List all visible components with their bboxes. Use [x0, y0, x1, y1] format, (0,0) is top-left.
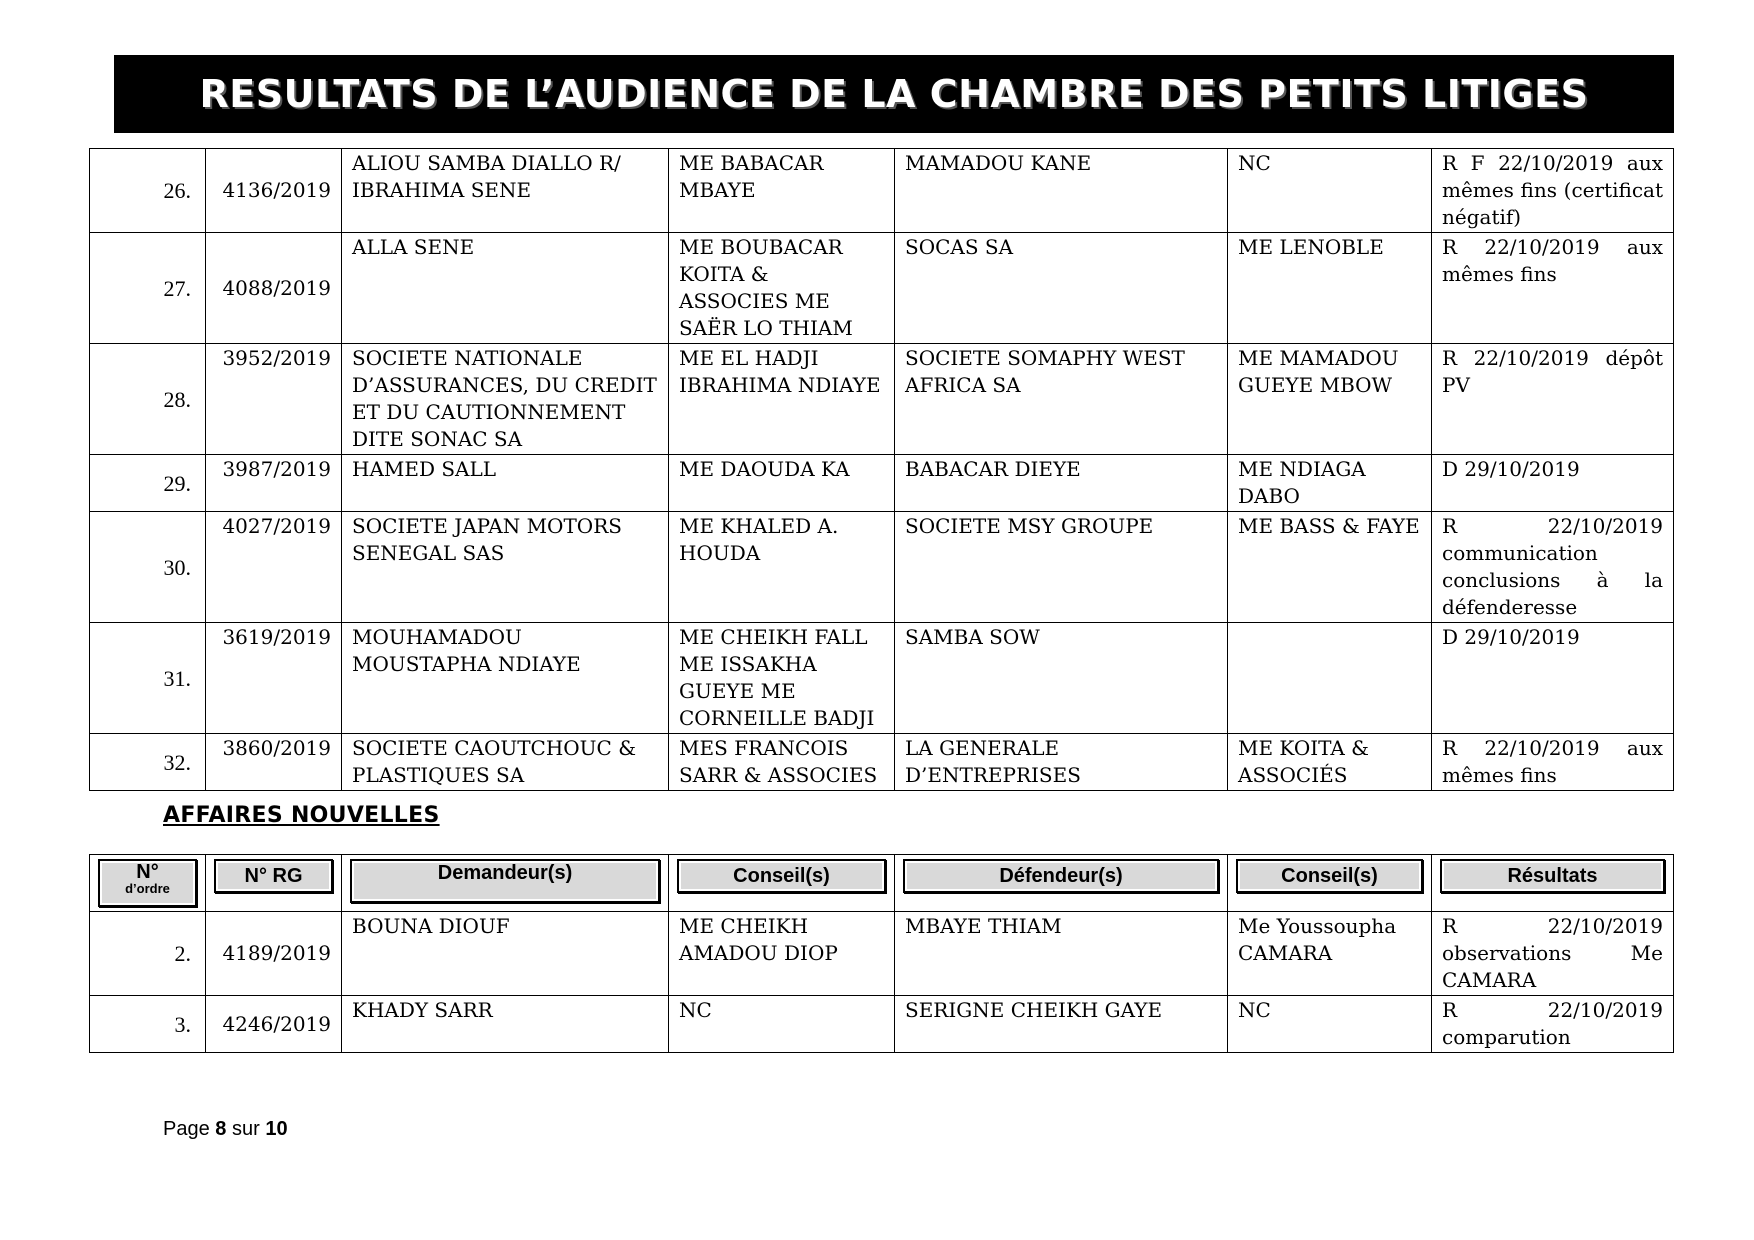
- resultat-cell: R 22/10/2019 communication conclusions à la défenderesse: [1432, 512, 1674, 623]
- row-number: 32.: [90, 734, 206, 791]
- conseil-cell: ME BASS & FAYE: [1228, 512, 1432, 623]
- conseil-cell: ME EL HADJI IBRAHIMA NDIAYE: [669, 344, 895, 455]
- demandeur-cell: ALIOU SAMBA DIALLO R/ IBRAHIMA SENE: [342, 149, 669, 233]
- conseil-cell: NC: [1228, 996, 1432, 1053]
- rg-number: 3619/2019: [206, 623, 342, 734]
- header-demandeur: [342, 855, 669, 912]
- defendeur-cell: MBAYE THIAM: [895, 912, 1228, 996]
- demandeur-cell: HAMED SALL: [342, 455, 669, 512]
- rg-number: 4088/2019: [206, 233, 342, 344]
- header-ordre-label: N°: [136, 861, 159, 883]
- conseil-cell: ME MAMADOU GUEYE MBOW: [1228, 344, 1432, 455]
- header-row: [90, 855, 1674, 912]
- rg-number: 4136/2019: [206, 149, 342, 233]
- conseil-cell: ME BOUBACAR KOITA & ASSOCIES ME SAËR LO THIAM: [669, 233, 895, 344]
- table-row: [90, 512, 1674, 623]
- row-number: 28.: [90, 344, 206, 455]
- conseil-cell: ME CHEIKH FALL ME ISSAKHA GUEYE ME CORNEILLE BADJI: [669, 623, 895, 734]
- conseil-cell: ME KOITA & ASSOCIÉS: [1228, 734, 1432, 791]
- conseil-cell: NC: [669, 996, 895, 1053]
- defendeur-cell: SERIGNE CHEIKH GAYE: [895, 996, 1228, 1053]
- results-table: [89, 148, 1674, 791]
- page-total: 10: [265, 1118, 288, 1140]
- demandeur-cell: SOCIETE CAOUTCHOUC & PLASTIQUES SA: [342, 734, 669, 791]
- conseil-cell: MES FRANCOIS SARR & ASSOCIES: [669, 734, 895, 791]
- row-number: 26.: [90, 149, 206, 233]
- rg-number: 4246/2019: [206, 996, 342, 1053]
- resultat-cell: D 29/10/2019: [1432, 455, 1674, 512]
- conseil-cell: ME LENOBLE: [1228, 233, 1432, 344]
- defendeur-cell: LA GENERALE D’ENTREPRISES: [895, 734, 1228, 791]
- table-row: [90, 996, 1674, 1053]
- header-conseil: [669, 855, 895, 912]
- demandeur-cell: SOCIETE NATIONALE D’ASSURANCES, DU CREDIT ET DU CAUTIONNEMENT DITE SONAC SA: [342, 344, 669, 455]
- table-row: [90, 149, 1674, 233]
- rg-number: 4189/2019: [206, 912, 342, 996]
- demandeur-cell: MOUHAMADOU MOUSTAPHA NDIAYE: [342, 623, 669, 734]
- table-row: [90, 912, 1674, 996]
- header-ordre-sub: d’ordre: [125, 881, 170, 896]
- resultat-cell: R 22/10/2019 observations Me CAMARA: [1432, 912, 1674, 996]
- page-word: Page: [163, 1118, 210, 1140]
- title-banner: [114, 55, 1674, 133]
- page-title: RESULTATS DE L’AUDIENCE DE LA CHAMBRE DES PETITS LITIGES: [199, 72, 1589, 116]
- row-number: 29.: [90, 455, 206, 512]
- conseil-cell: ME DAOUDA KA: [669, 455, 895, 512]
- header-conseil-label: Conseil(s): [677, 859, 886, 893]
- conseil-cell: ME BABACAR MBAYE: [669, 149, 895, 233]
- row-number: 2.: [90, 912, 206, 996]
- resultat-cell: R 22/10/2019 dépôt PV: [1432, 344, 1674, 455]
- section-title: AFFAIRES NOUVELLES: [163, 803, 440, 828]
- rg-number: 3952/2019: [206, 344, 342, 455]
- resultat-cell: R F 22/10/2019 aux mêmes fins (certificat négatif): [1432, 149, 1674, 233]
- conseil-cell: ME CHEIKH AMADOU DIOP: [669, 912, 895, 996]
- header-demandeur-label: Demandeur(s): [350, 859, 660, 903]
- demandeur-cell: KHADY SARR: [342, 996, 669, 1053]
- table-row: [90, 233, 1674, 344]
- rg-number: 3987/2019: [206, 455, 342, 512]
- resultat-cell: R 22/10/2019 aux mêmes fins: [1432, 734, 1674, 791]
- table-row: [90, 344, 1674, 455]
- conseil-cell: ME KHALED A. HOUDA: [669, 512, 895, 623]
- header-conseil: [1228, 855, 1432, 912]
- header-resultats: [1432, 855, 1674, 912]
- demandeur-cell: BOUNA DIOUF: [342, 912, 669, 996]
- resultat-cell: D 29/10/2019: [1432, 623, 1674, 734]
- page-number: 8: [215, 1118, 227, 1140]
- new-cases-table: [89, 854, 1674, 1053]
- header-rg-label: N° RG: [214, 859, 333, 893]
- header-ordre: [90, 855, 206, 912]
- page-footer: [163, 1118, 288, 1141]
- defendeur-cell: SOCIETE SOMAPHY WEST AFRICA SA: [895, 344, 1228, 455]
- row-number: 31.: [90, 623, 206, 734]
- sur-word: sur: [231, 1118, 260, 1140]
- rg-number: 3860/2019: [206, 734, 342, 791]
- header-defendeur: [895, 855, 1228, 912]
- demandeur-cell: SOCIETE JAPAN MOTORS SENEGAL SAS: [342, 512, 669, 623]
- demandeur-cell: ALLA SENE: [342, 233, 669, 344]
- conseil-cell: NC: [1228, 149, 1432, 233]
- defendeur-cell: BABACAR DIEYE: [895, 455, 1228, 512]
- header-defendeur-label: Défendeur(s): [903, 859, 1219, 893]
- resultat-cell: R 22/10/2019 aux mêmes fins: [1432, 233, 1674, 344]
- table-row: [90, 623, 1674, 734]
- resultat-cell: R 22/10/2019 comparution: [1432, 996, 1674, 1053]
- header-resultats-label: Résultats: [1440, 859, 1665, 893]
- conseil-cell: Me Youssoupha CAMARA: [1228, 912, 1432, 996]
- rg-number: 4027/2019: [206, 512, 342, 623]
- table-row: [90, 734, 1674, 791]
- table-row: [90, 455, 1674, 512]
- defendeur-cell: SOCIETE MSY GROUPE: [895, 512, 1228, 623]
- conseil-cell: ME NDIAGA DABO: [1228, 455, 1432, 512]
- defendeur-cell: SOCAS SA: [895, 233, 1228, 344]
- defendeur-cell: MAMADOU KANE: [895, 149, 1228, 233]
- row-number: 27.: [90, 233, 206, 344]
- row-number: 30.: [90, 512, 206, 623]
- defendeur-cell: SAMBA SOW: [895, 623, 1228, 734]
- header-rg: [206, 855, 342, 912]
- conseil-cell: [1228, 623, 1432, 734]
- row-number: 3.: [90, 996, 206, 1053]
- header-conseil-label: Conseil(s): [1236, 859, 1423, 893]
